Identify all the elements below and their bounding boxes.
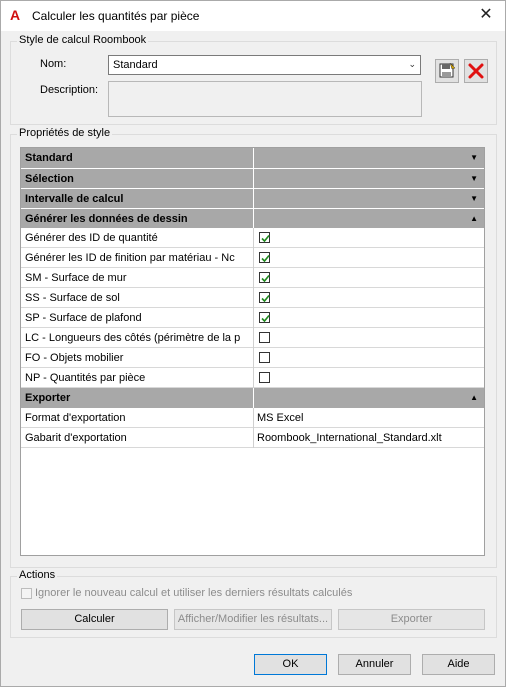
property-grid xyxy=(20,147,485,556)
category-intervalle[interactable] xyxy=(21,188,484,208)
caret-up-icon: ▲ xyxy=(470,214,478,223)
property-row xyxy=(21,348,484,368)
property-checkbox[interactable] xyxy=(259,272,270,283)
property-row xyxy=(21,308,484,328)
name-label: Nom: xyxy=(40,58,67,70)
caret-down-icon: ▼ xyxy=(470,174,478,183)
caret-up-icon: ▲ xyxy=(470,393,478,402)
save-style-icon xyxy=(437,61,457,81)
property-row xyxy=(21,288,484,308)
property-label: NP - Quantités par pièce xyxy=(25,372,146,384)
caret-down-icon: ▼ xyxy=(470,194,478,203)
category-label: Exporter xyxy=(25,392,71,404)
property-row xyxy=(21,228,484,248)
style-name-dropdown[interactable] xyxy=(108,55,421,75)
chevron-down-icon: ⌄ xyxy=(408,59,416,69)
category-label: Standard xyxy=(25,152,73,164)
delete-style-icon xyxy=(466,61,486,81)
category-label: Sélection xyxy=(25,173,74,185)
property-checkbox[interactable] xyxy=(259,252,270,263)
ignore-recalc-label: Ignorer le nouveau calcul et utiliser les derniers résultats calculés xyxy=(35,587,353,599)
property-label: Format d'exportation xyxy=(25,412,126,424)
category-label: Générer les données de dessin xyxy=(25,213,188,225)
delete-style-button[interactable] xyxy=(464,59,488,83)
property-row xyxy=(21,408,484,428)
actions-group-label: Actions xyxy=(19,569,56,581)
description-label: Description: xyxy=(40,84,99,96)
property-checkbox[interactable] xyxy=(259,232,270,243)
ok-button[interactable]: OK xyxy=(254,654,327,675)
property-label: Générer les ID de finition par matériau - Nc xyxy=(25,252,235,264)
category-label: Intervalle de calcul xyxy=(25,193,124,205)
autocad-a-icon: A xyxy=(10,7,21,23)
title-bar xyxy=(1,1,505,31)
property-label: Générer des ID de quantité xyxy=(25,232,158,244)
property-label: SP - Surface de plafond xyxy=(25,312,142,324)
property-checkbox[interactable] xyxy=(259,312,270,323)
property-row xyxy=(21,328,484,348)
category-exporter[interactable] xyxy=(21,388,484,408)
cancel-button[interactable]: Annuler xyxy=(338,654,411,675)
calculate-button[interactable]: Calculer xyxy=(21,609,168,630)
export-button[interactable]: Exporter xyxy=(338,609,485,630)
ignore-recalc-checkbox[interactable] xyxy=(21,588,32,599)
export-template-value[interactable]: Roombook_International_Standard.xlt xyxy=(253,428,484,448)
property-checkbox[interactable] xyxy=(259,352,270,363)
properties-group-label: Propriétés de style xyxy=(19,127,111,139)
property-checkbox[interactable] xyxy=(259,372,270,383)
property-label: SM - Surface de mur xyxy=(25,272,127,284)
description-field[interactable] xyxy=(108,81,422,117)
property-checkbox[interactable] xyxy=(259,292,270,303)
help-button[interactable]: Aide xyxy=(422,654,495,675)
caret-down-icon: ▼ xyxy=(470,153,478,162)
property-checkbox[interactable] xyxy=(259,332,270,343)
property-row xyxy=(21,368,484,388)
category-standard[interactable] xyxy=(21,148,484,168)
property-row xyxy=(21,268,484,288)
property-label: SS - Surface de sol xyxy=(25,292,120,304)
close-icon[interactable]: ✕ xyxy=(479,6,493,23)
category-selection[interactable] xyxy=(21,168,484,188)
property-label: LC - Longueurs des côtés (périmètre de la p xyxy=(25,332,241,344)
property-label: FO - Objets mobilier xyxy=(25,352,124,364)
style-group-label: Style de calcul Roombook xyxy=(19,34,147,46)
view-results-button[interactable]: Afficher/Modifier les résultats... xyxy=(174,609,332,630)
style-name-value: Standard xyxy=(113,59,158,71)
property-row xyxy=(21,428,484,448)
category-generer-donnees[interactable] xyxy=(21,208,484,228)
export-format-value[interactable]: MS Excel xyxy=(253,408,484,428)
property-row xyxy=(21,248,484,268)
dialog-title: Calculer les quantités par pièce xyxy=(32,9,200,23)
property-label: Gabarit d'exportation xyxy=(25,432,127,444)
save-style-button[interactable] xyxy=(435,59,459,83)
